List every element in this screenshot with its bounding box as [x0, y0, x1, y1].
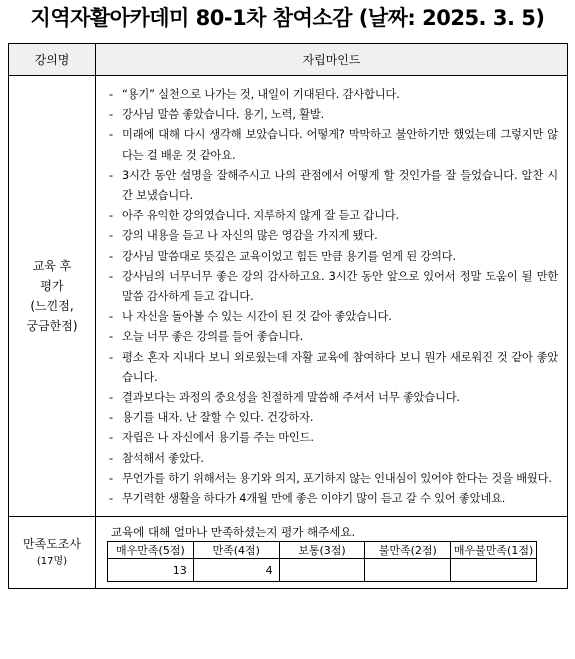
satisfaction-content: [96, 517, 568, 589]
rating-value: 13: [108, 559, 194, 582]
document-title: 지역자활아카데미 80-1차 참여소감 (날짜: 2025. 3. 5): [30, 6, 545, 30]
comment-item: - 평소 혼자 지내다 보니 외로웠는데 자활 교육에 참여하다 보니 뭔가 새로워진 것 같아 좋았습니다.: [109, 348, 558, 388]
comment-item: - 나 자신을 돌아볼 수 있는 시간이 된 것 같아 좋았습니다.: [109, 307, 558, 327]
rating-header: 보통(3점): [279, 542, 365, 559]
comment-item: - 강의 내용을 듣고 나 자신의 많은 영감을 가지게 됐다.: [109, 226, 558, 246]
evaluation-row: [9, 76, 568, 517]
evaluation-label: [9, 76, 96, 517]
comment-item: - 미래에 대해 다시 생각해 보았습니다. 어떻게? 막막하고 불안하기만 했었는데 그렇지만 않다는 걸 배운 것 같아요.: [109, 125, 558, 165]
evaluation-content: [96, 76, 568, 517]
comment-list: [97, 77, 566, 515]
comment-item: - 3시간 동안 설명을 잘해주시고 나의 관점에서 어떻게 할 것인가를 잘 들었습니다. 알찬 시간 보냈습니다.: [109, 166, 558, 206]
comment-item: - 오늘 너무 좋은 강의를 들어 좋습니다.: [109, 327, 558, 347]
comment-item: - 무언가를 하기 위해서는 용기와 의지, 포기하지 않는 인내심이 있어야 한다는 것을 배웠다.: [109, 469, 558, 489]
rating-header: 매우만족(5점): [108, 542, 194, 559]
satisfaction-question: 교육에 대해 얼마나 만족하셨는지 평가 해주세요.: [111, 525, 356, 540]
satisfaction-header-row: [108, 542, 537, 559]
rating-header: 매우불만족(1점): [451, 542, 537, 559]
header-lecture-name: 강의명: [9, 44, 96, 76]
evaluation-label-line: 궁금한점): [26, 319, 78, 334]
comment-item: - 용기를 내자. 난 잘할 수 있다. 건강하자.: [109, 408, 558, 428]
header-lecture-title: 자립마인드: [96, 44, 568, 76]
satisfaction-row: [9, 517, 568, 589]
rating-header: 불만족(2점): [365, 542, 451, 559]
feedback-table: [8, 43, 568, 589]
satisfaction-value-row: [108, 559, 537, 582]
comment-item: - 아주 유익한 강의였습니다. 지루하지 않게 잘 듣고 갑니다.: [109, 206, 558, 226]
rating-header: 만족(4점): [193, 542, 279, 559]
satisfaction-label: [9, 517, 96, 589]
evaluation-label-line: 평가: [40, 279, 64, 294]
rating-value: [279, 559, 365, 582]
comment-item: - “용기” 실천으로 나가는 것, 내일이 기대된다. 감사합니다.: [109, 85, 558, 105]
satisfaction-label-text: 만족도조사: [23, 536, 81, 551]
comment-item: - 무기력한 생활을 하다가 4개월 만에 좋은 이야기 많이 듣고 갈 수 있어 좋았네요.: [109, 489, 558, 509]
evaluation-label-line: 교육 후: [32, 259, 72, 274]
comment-item: - 자립은 나 자신에서 용기를 주는 마인드.: [109, 428, 558, 448]
comment-item: - 참석해서 좋았다.: [109, 449, 558, 469]
rating-value: 4: [193, 559, 279, 582]
comment-item: - 강사님 말씀대로 뜻깊은 교육이었고 힘든 만큼 용기를 얻게 된 강의다.: [109, 247, 558, 267]
comment-item: - 결과보다는 과정의 중요성을 친절하게 말씀해 주셔서 너무 좋았습니다.: [109, 388, 558, 408]
comment-item: - 강사님 말씀 좋았습니다. 용기, 노력, 활발.: [109, 105, 558, 125]
respondent-count: (17명): [36, 555, 68, 567]
evaluation-label-line: (느낀점,: [30, 299, 74, 314]
rating-value: [365, 559, 451, 582]
rating-value: [451, 559, 537, 582]
satisfaction-table: [107, 541, 537, 582]
comment-item: - 강사님의 너무너무 좋은 강의 감사하고요. 3시간 동안 앞으로 있어서 정말 도움이 될 만한 말씀 감사하게 듣고 갑니다.: [109, 267, 558, 307]
header-row: [9, 44, 568, 76]
